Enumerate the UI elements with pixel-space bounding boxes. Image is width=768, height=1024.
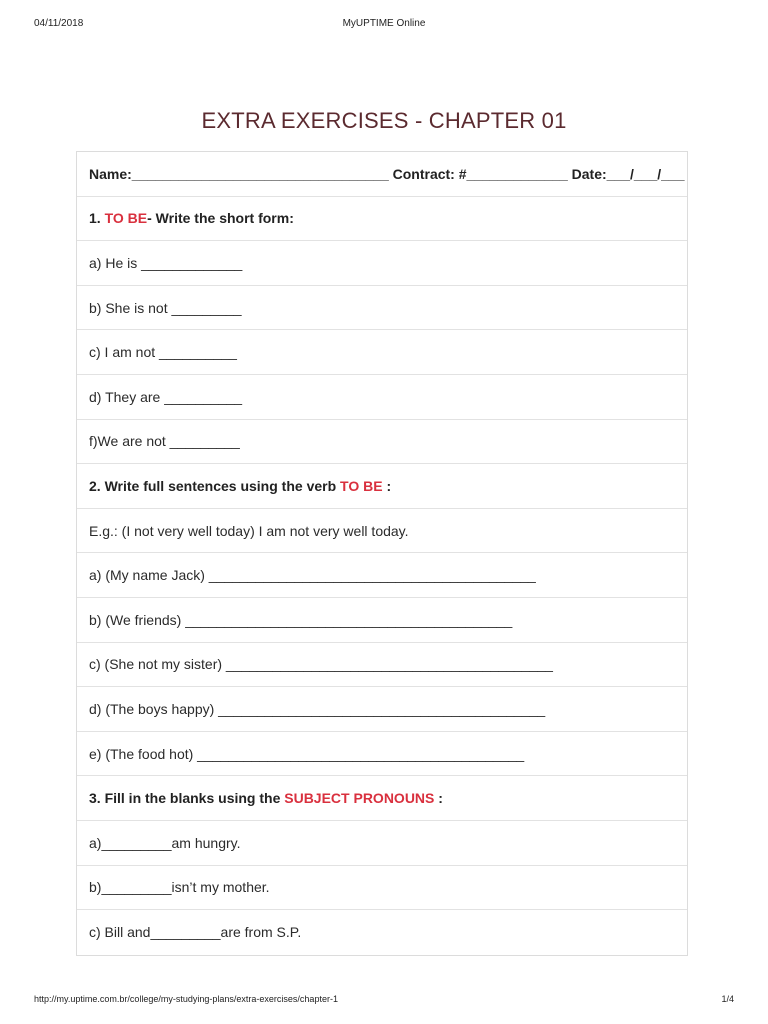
section-2-heading xyxy=(77,464,687,509)
section-1-item-f: f)We are not _________ xyxy=(77,420,687,465)
section-1-instruction: - Write the short form: xyxy=(147,210,294,227)
section-3-item-c: c) Bill and_________are from S.P. xyxy=(89,924,302,941)
print-header xyxy=(0,18,768,32)
student-info-row: Name:_________________________________ Contract: #_____________ Date:___/___/___ xyxy=(77,152,687,197)
section-2-keyword: TO BE xyxy=(340,477,383,494)
print-footer xyxy=(0,994,768,1008)
section-2-item-e: e) (The food hot) __________________________________________ xyxy=(77,732,687,777)
section-3-item-a: a)_________am hungry. xyxy=(77,821,687,866)
print-site-name: MyUPTIME Online xyxy=(342,18,426,29)
print-url: http://my.uptime.com.br/college/my-studying-plans/extra-exercises/chapter-1 xyxy=(34,994,338,1004)
section-3-suffix: : xyxy=(434,790,443,807)
section-1-item-d: d) They are __________ xyxy=(77,375,687,420)
exercise-sheet xyxy=(76,151,688,956)
section-1-heading xyxy=(77,197,687,242)
section-2-item-a: a) (My name Jack) __________________________________________ xyxy=(77,553,687,598)
page-number: 1/4 xyxy=(721,994,734,1004)
section-3-heading xyxy=(77,776,687,821)
section-2-item-d: d) (The boys happy) __________________________________________ xyxy=(77,687,687,732)
section-2-example: E.g.: (I not very well today) I am not very well today. xyxy=(77,509,687,554)
section-2-suffix: : xyxy=(382,477,392,494)
section-1-keyword: TO BE xyxy=(104,210,148,227)
section-1-number: 1. xyxy=(89,210,101,227)
section-3-item-b: b)_________isn’t my mother. xyxy=(77,866,687,911)
section-1-item-c: c) I am not __________ xyxy=(77,330,687,375)
section-3-instruction: 3. Fill in the blanks using the xyxy=(89,790,285,807)
section-2-item-b: b) (We friends) __________________________________________ xyxy=(77,598,687,643)
page-title: EXTRA EXERCISES - CHAPTER 01 xyxy=(201,108,567,133)
print-date: 04/11/2018 xyxy=(34,18,84,29)
section-3-keyword: SUBJECT PRONOUNS xyxy=(284,790,435,807)
section-1-item-b: b) She is not _________ xyxy=(77,286,687,331)
section-2-item-c: c) (She not my sister) __________________________________________ xyxy=(77,643,687,688)
section-1-item-a: a) He is _____________ xyxy=(77,241,687,286)
section-2-instruction: 2. Write full sentences using the verb xyxy=(89,477,341,494)
